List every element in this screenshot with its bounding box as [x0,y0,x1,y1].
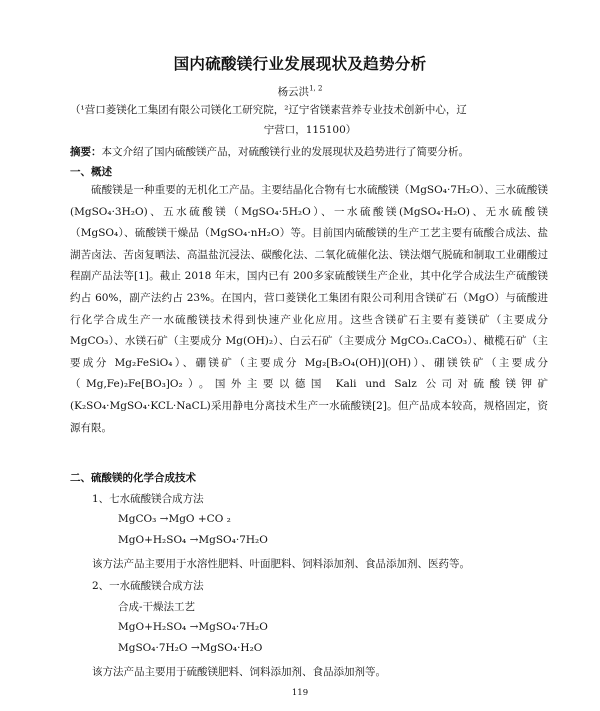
author-affiliation-marks: 1, 2 [309,84,323,93]
author-name: 杨云洪 [277,86,310,98]
equation-4: MgSO₄·7H₂O →MgSO₄·H₂O [118,642,263,654]
section-1-heading: 一、概述 [70,166,112,178]
application-note-1: 该方法产品主要用于水溶性肥料、叶面肥料、饲料添加剂、食品添加剂、医药等。 [92,558,470,570]
section-1-body [70,180,548,439]
section-2-heading: 二、硫酸镁的化学合成技术 [70,472,196,484]
equation-3: MgO+H₂SO₄ →MgSO₄·7H₂O [118,621,268,633]
affiliation [70,100,550,140]
equation-1: MgCO₃ →MgO +CO ₂ [118,513,231,525]
application-note-2: 该方法产品主要用于硫酸镁肥料、饲料添加剂、食品添加剂等。 [92,666,386,678]
subsection-1-heading: 1、七水硫酸镁合成方法 [92,493,204,505]
subsection-2-heading: 2、一水硫酸镁合成方法 [92,580,204,592]
method-name: 合成-干燥法工艺 [118,601,196,613]
paper-title: 国内硫酸镁行业发展现状及趋势分析 [173,55,427,73]
affiliation-line-2: 宁营口，115100） [263,124,357,136]
author-line [0,84,600,99]
affiliation-line-1: （¹营口菱镁化工集团有限公司镁化工研究院，²辽宁省镁素营养专业技术创新中心，辽 [70,104,467,116]
abstract-text: 本文介绍了国内硫酸镁产品，对硫酸镁行业的发展现状及趋势进行了简要分析。 [101,146,469,158]
page-number: 119 [291,688,309,698]
abstract-label: 摘要： [70,146,102,158]
section-1-paragraph: 硫酸镁是一种重要的无机化工产品。主要结晶化合物有七水硫酸镁（MgSO₄·7H₂O）、三水硫酸镁(MgSO₄·3H₂O)、五水硫酸镁（MgSO₄·5H₂O）、一水硫酸镁(MgSO₄·H₂O)、无水硫酸镁（MgSO₄）、硫酸镁干燥品（MgSO₄·nH₂O）等。目前国内硫酸镁的生产工艺主要有硫酸合成法、盐湖苦卤法、苦卤复晒法、高温盐沉浸法、碳酸化法、二氧化硫催化法、镁法烟气脱硫和制取工业硼酸过程副产品法等[1]。截止 2018 年末，国内已有 200多家硫酸镁生产企业，其中化学合成法生产硫酸镁约占 60%，副产法约占 23%。在国内，营口菱镁化工集团有限公司利用含镁矿石（MgO）与硫酸进行化学合成生产一水硫酸镁技术得到快速产业化应用。这些含镁矿石主要有菱镁矿（主要成分 MgCO₃）、水镁石矿（主要成分 Mg(OH)₂）、白云石矿（主要成分 MgCO₃.CaCO₃）、橄榄石矿（主要成分 Mg₂FeSiO₄）、硼镁矿（主要成分 Mg₂[B₂O₄(OH)](OH)）、硼镁铁矿（主要成分（Mg,Fe)₂Fe[BO₃]O₂）。国外主要以德国 Kali und Salz 公司对硫酸镁钾矿(K₂SO₄·MgSO₄·KCL·NaCL)采用静电分离技术生产一水硫酸镁[2]。但产品成本较高，规格固定，资源有限。 [70,184,548,434]
equation-2: MgO+H₂SO₄ →MgSO₄·7H₂O [118,534,268,546]
abstract [70,143,550,161]
